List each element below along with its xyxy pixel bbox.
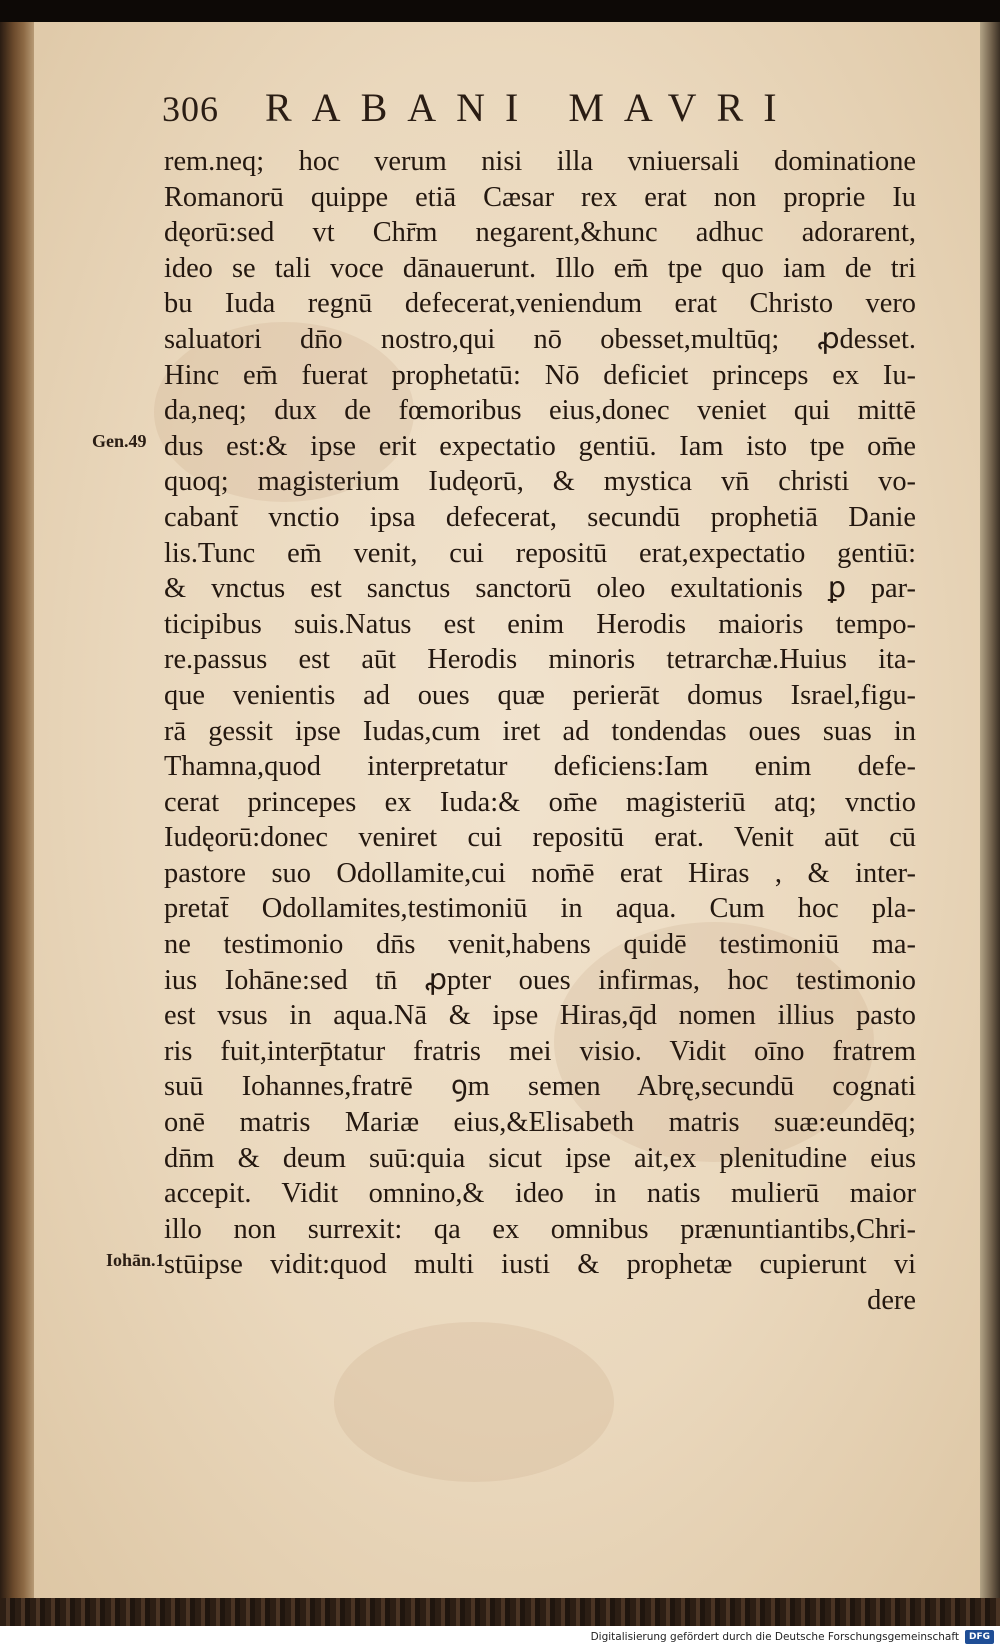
- text-line: onē matris Mariæ eius,&Elisabeth matris suæ:eundēq;: [164, 1107, 916, 1139]
- body-text: [164, 144, 916, 1319]
- page-right-edge: [980, 22, 1000, 1622]
- running-title: RABANI MAVRI: [265, 85, 797, 130]
- text-line: suū Iohannes,fratrē ꝯm semen Abrę,secundū cognati: [164, 1071, 916, 1103]
- text-line: quoq; magisterium Iudęorū, & mystica vn̄ christi vo-: [164, 466, 916, 498]
- text-line: lis.Tunc em̄ venit, cui repositū erat,expectatio gentiū:: [164, 537, 916, 569]
- text-line: & vnctus est sanctus sanctorū oleo exultationis ꝑ par-: [164, 573, 916, 605]
- text-line: stūipse vidit:quod multi iusti & prophetæ cupierunt vi: [164, 1249, 916, 1281]
- digitization-footer: [0, 1626, 1000, 1648]
- text-line: est vsus in aqua.Nā & ipse Hiras,q̄d nomen illius pasto: [164, 1000, 916, 1032]
- catchword: dere: [867, 1285, 916, 1316]
- scan-bottom-edge: [0, 1598, 1000, 1626]
- text-line: cerat princepes ex Iuda:& om̄e magisteriū atq; vnctio: [164, 786, 916, 818]
- text-line: que venientis ad oues quæ perierāt domus Israel,figu-: [164, 679, 916, 711]
- scan-top-edge: [0, 0, 1000, 22]
- text-line: dus est:& ipse erit expectatio gentiū. Iam isto tpe om̄e: [164, 430, 916, 462]
- page-number: 306: [162, 89, 219, 129]
- text-line: Iudęorū:donec veniret cui repositū erat. Venit aūt cū: [164, 822, 916, 854]
- text-line: ris fuit,interp̄tatur fratris mei visio. Vidit oīno fratrem: [164, 1035, 916, 1067]
- text-line: rem.neq; hoc verum nisi illa vniuersali dominatione: [164, 146, 916, 177]
- text-line: pretat̄ Odollamites,testimoniū in aqua. Cum hoc pla-: [164, 893, 916, 925]
- running-header: [162, 84, 862, 144]
- text-line: Thamna,quod interpretatur deficiens:Iam enim defe-: [164, 751, 916, 783]
- text-line: Romanorū quippe etiā Cæsar rex erat non proprie Iu: [164, 181, 916, 213]
- text-line: ius Iohāne:sed tn̄ ꝓpter oues infirmas, hoc testimonio: [164, 964, 916, 996]
- text-line: dęorū:sed vt Chr̄m negarent,&hunc adhuc adorarent,: [164, 217, 916, 249]
- page-stain: [334, 1322, 614, 1482]
- text-line: saluatori dn̄o nostro,qui nō obesset,multūq; ꝓdesset.: [164, 323, 916, 355]
- text-line: accepit. Vidit omnino,& ideo in natis mulierū maior: [164, 1178, 916, 1210]
- text-line: ticipibus suis.Natus est enim Herodis maioris tempo-: [164, 608, 916, 640]
- margin-note-john: Iohān.1: [106, 1250, 165, 1270]
- text-line: rā gessit ipse Iudas,cum iret ad tondendas oues suas in: [164, 715, 916, 747]
- text-line: bu Iuda regnū defecerat,veniendum erat Christo vero: [164, 288, 916, 320]
- text-line: re.passus est aūt Herodis minoris tetrarchæ.Huius ita-: [164, 644, 916, 676]
- book-binding-edge: [0, 22, 34, 1622]
- text-line: pastore suo Odollamite,cui nom̄ē erat Hiras , & inter-: [164, 857, 916, 889]
- text-line: Hinc em̄ fuerat prophetatū: Nō deficiet princeps ex Iu-: [164, 359, 916, 391]
- text-line: dn̄m & deum suū:quia sicut ipse ait,ex plenitudine eius: [164, 1142, 916, 1174]
- text-line: ideo se tali voce dānauerunt. Illo em̄ tpe quo iam de tri: [164, 252, 916, 284]
- text-line: cabant̄ vnctio ipsa defecerat, secundū prophetiā Danie: [164, 501, 916, 533]
- text-line: da,neq; dux de fœmoribus eius,donec veniet qui mittē: [164, 395, 916, 427]
- margin-note-genesis: Gen.49: [92, 431, 147, 451]
- funding-notice: Digitalisierung gefördert durch die Deutsche Forschungsgemeinschaft: [590, 1631, 959, 1643]
- dfg-logo: DFG: [965, 1630, 994, 1644]
- text-line: ne testimonio dn̄s venit,habens quidē testimoniū ma-: [164, 929, 916, 961]
- text-line: illo non surrexit: qa ex omnibus prænuntiantibs,Chri-: [164, 1213, 916, 1245]
